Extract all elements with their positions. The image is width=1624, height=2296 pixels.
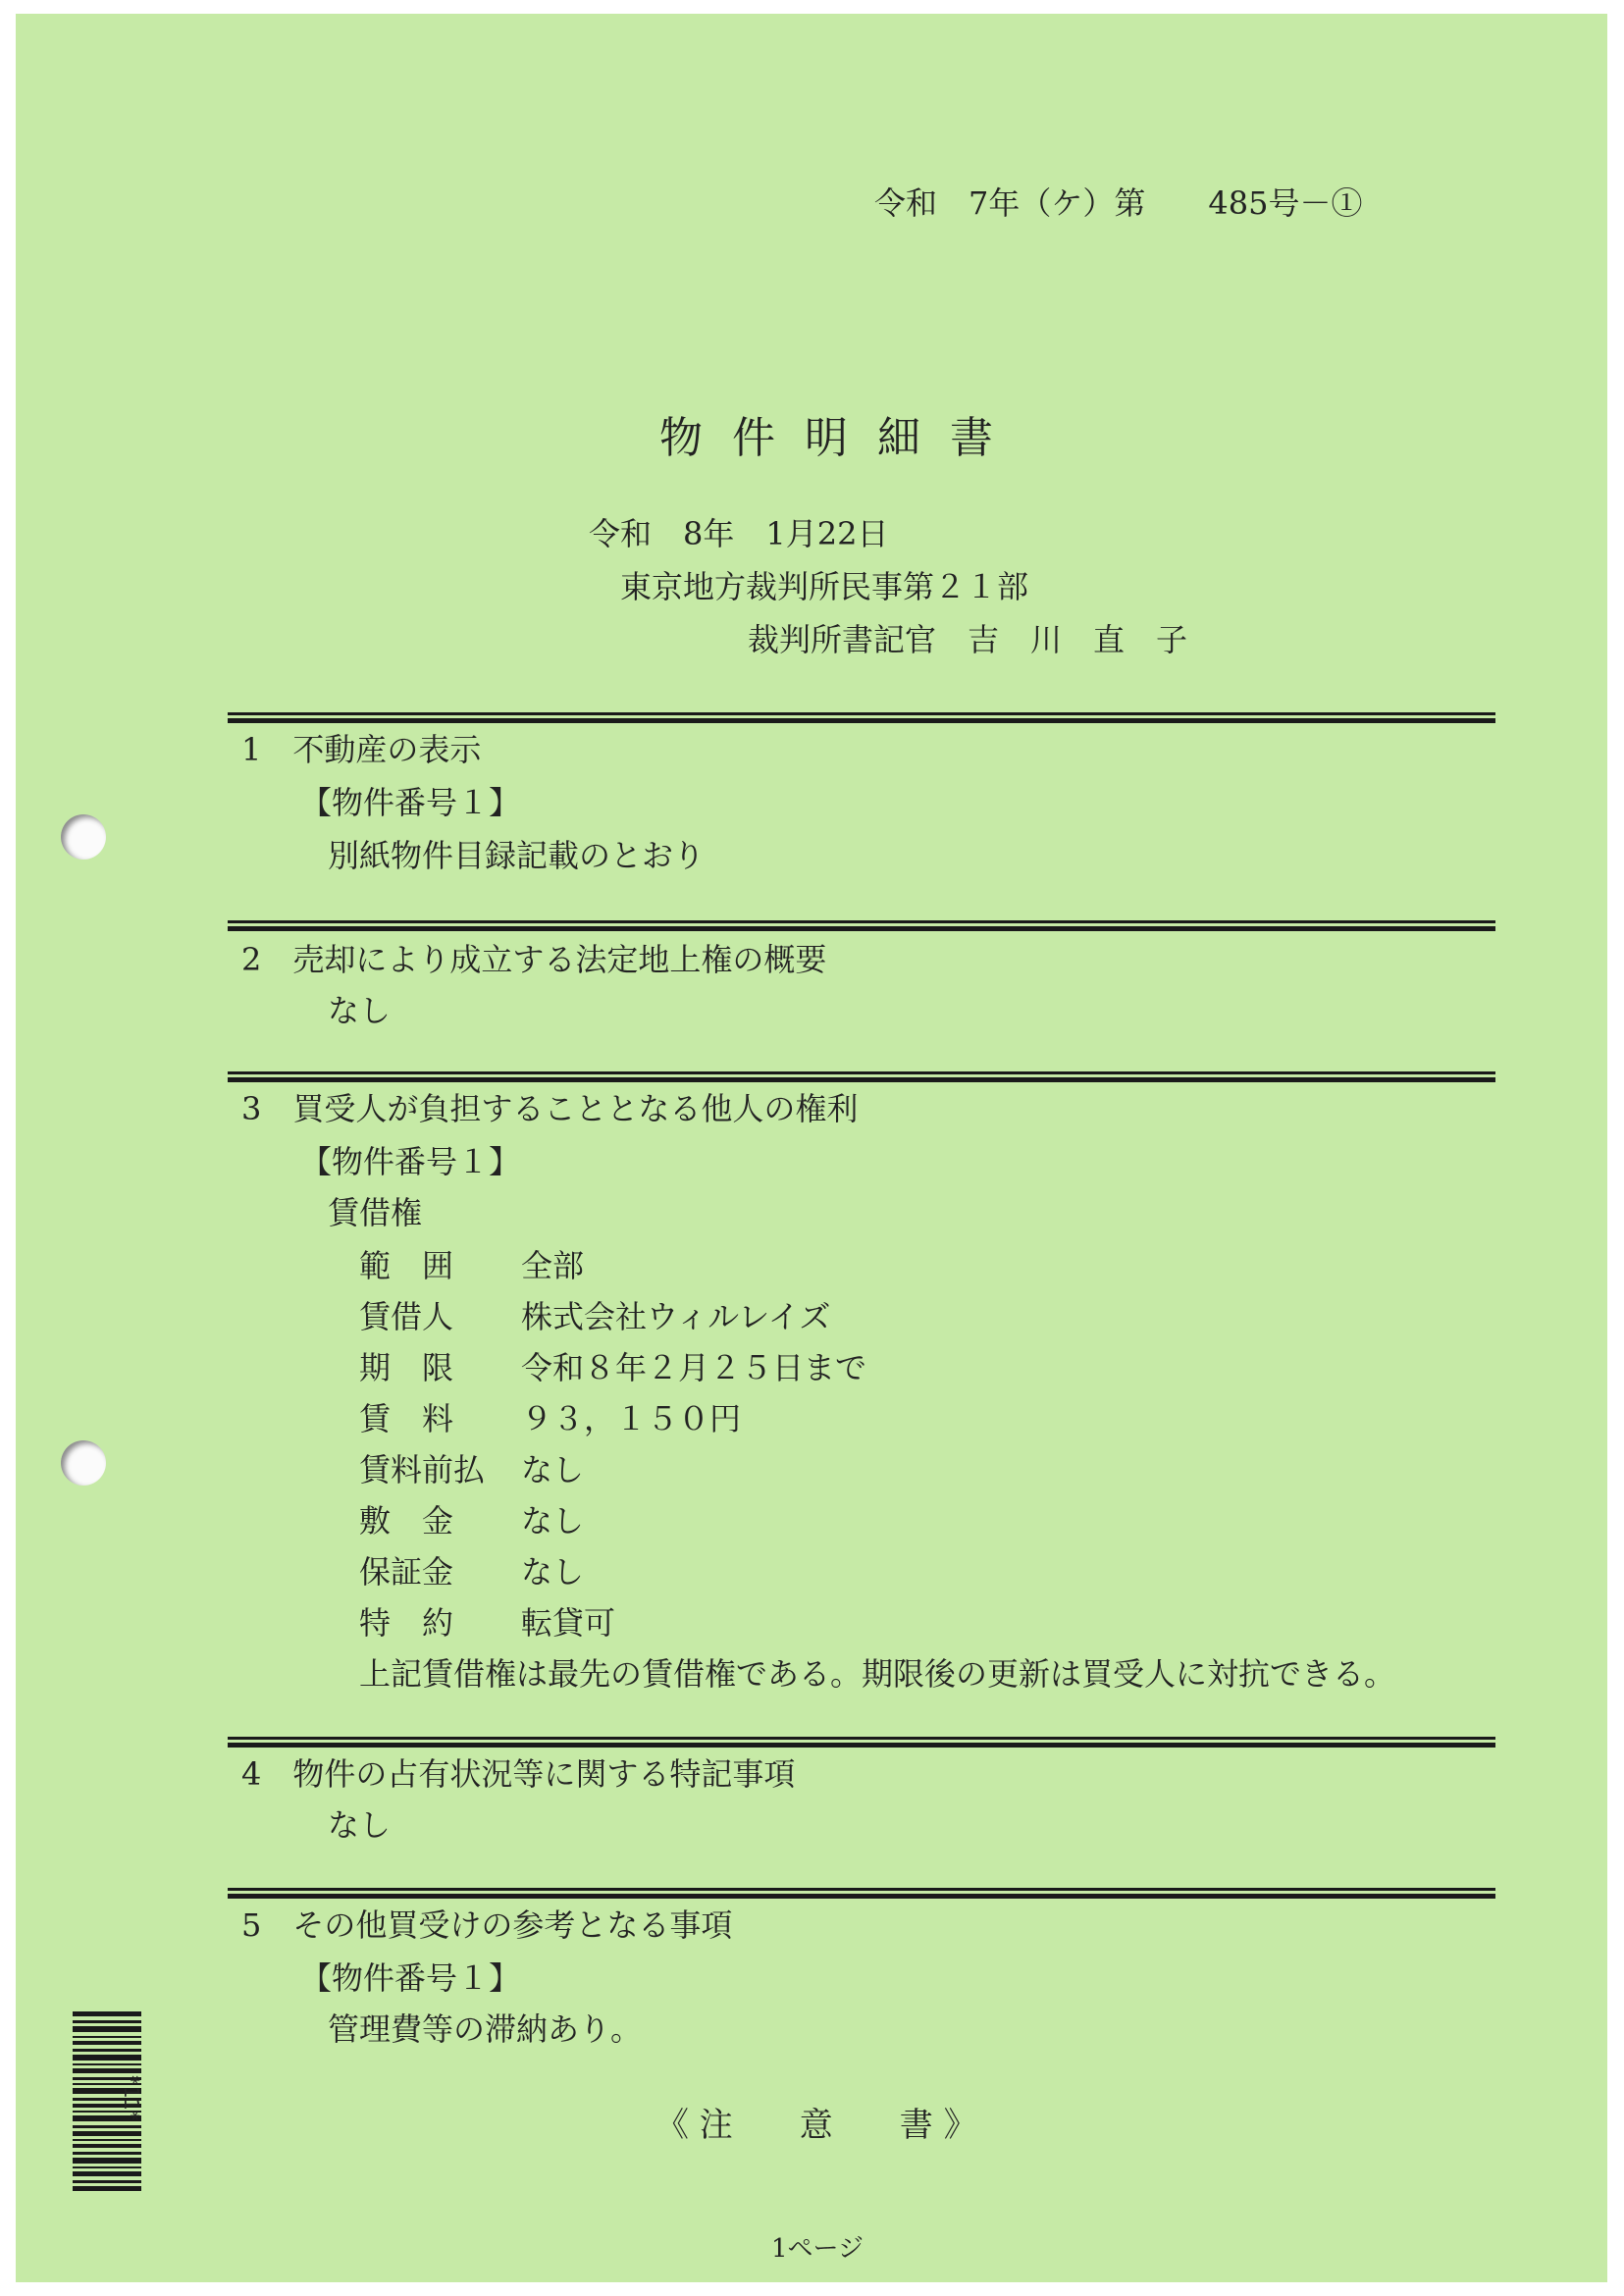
detail-key: 賃料前払 [359, 1451, 486, 1488]
detail-row [359, 1246, 584, 1285]
case-number: 令和 7年（ケ）第 485号－① [874, 184, 1363, 222]
section-5-heading: 5 その他買受けの参考となる事項 [241, 1906, 733, 1944]
page-number: 1ページ [771, 2234, 864, 2264]
detail-row [359, 1297, 830, 1336]
section-5-body: 管理費等の滞納あり。 [328, 2010, 643, 2048]
section-divider [228, 1737, 1495, 1748]
section-1-property: 【物件番号１】 [300, 784, 521, 821]
barcode-label: *11* [120, 2074, 143, 2122]
detail-key: 期 限 [359, 1349, 454, 1386]
section-4-body: なし [328, 1806, 392, 1844]
section-1-heading: 1 不動産の表示 [241, 731, 482, 768]
document-sheet [16, 14, 1607, 2282]
detail-value: 株式会社ウィルレイズ [521, 1298, 831, 1335]
detail-value: 全部 [521, 1247, 585, 1284]
detail-key: 賃 料 [359, 1400, 454, 1437]
detail-value: 令和８年２月２５日まで [521, 1349, 867, 1386]
detail-value: なし [521, 1451, 585, 1488]
notice-title: 《 注 意 書 》 [655, 2106, 977, 2145]
section-5-property: 【物件番号１】 [300, 1959, 521, 1997]
section-2-heading: 2 売却により成立する法定地上権の概要 [241, 941, 827, 978]
court-name: 東京地方裁判所民事第２１部 [620, 568, 1029, 605]
section-3-note: 上記賃借権は最先の賃借権である。期限後の更新は買受人に対抗できる。 [359, 1655, 1396, 1693]
detail-value: ９３，１５０円 [521, 1400, 742, 1437]
section-3-heading: 3 買受人が負担することとなる他人の権利 [241, 1090, 859, 1127]
section-4-heading: 4 物件の占有状況等に関する特記事項 [241, 1755, 796, 1793]
detail-row [359, 1501, 584, 1540]
section-divider [228, 712, 1495, 724]
detail-row [359, 1603, 615, 1643]
punch-hole [61, 814, 106, 860]
punch-hole [61, 1440, 106, 1486]
detail-key: 範 囲 [359, 1247, 454, 1284]
detail-row [359, 1348, 866, 1387]
section-divider [228, 920, 1495, 932]
detail-value: 転貸可 [521, 1604, 616, 1642]
detail-key: 賃借人 [359, 1298, 454, 1335]
detail-row [359, 1399, 741, 1438]
section-1-body: 別紙物件目録記載のとおり [328, 837, 706, 874]
detail-row [359, 1450, 584, 1489]
document-title: 物件明細書 [659, 413, 1022, 463]
section-divider [228, 1888, 1495, 1900]
section-3-right-type: 賃借権 [328, 1194, 423, 1231]
detail-key: 敷 金 [359, 1502, 454, 1539]
detail-value: なし [521, 1553, 585, 1591]
detail-key: 保証金 [359, 1553, 454, 1591]
detail-key: 特 約 [359, 1604, 454, 1642]
section-3-property: 【物件番号１】 [300, 1143, 521, 1180]
clerk-name: 裁判所書記官 吉 川 直 子 [748, 621, 1188, 658]
detail-value: なし [521, 1502, 585, 1539]
detail-row [359, 1552, 584, 1592]
issue-date: 令和 8年 1月22日 [589, 515, 889, 552]
section-2-body: なし [328, 992, 392, 1029]
section-divider [228, 1071, 1495, 1083]
